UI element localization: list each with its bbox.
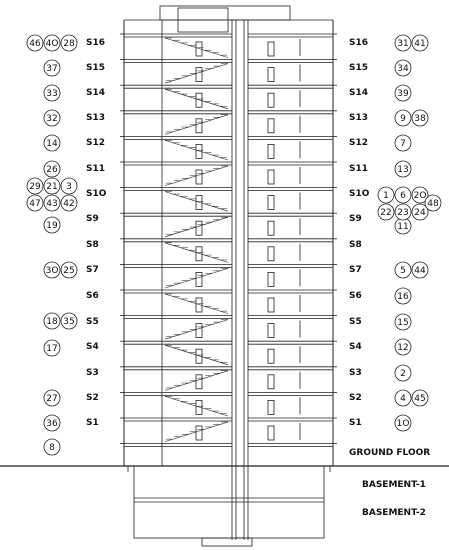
marker-circle <box>44 415 60 431</box>
level-label-left: S6 <box>86 291 99 301</box>
level-label-right: S5 <box>349 317 362 327</box>
marker-number: 32 <box>46 114 58 124</box>
marker-number: 26 <box>46 165 58 175</box>
level-label-right: S1O <box>349 189 370 199</box>
marker-circle <box>425 195 441 211</box>
marker-circle <box>395 60 411 76</box>
level-label-left: S2 <box>86 393 99 403</box>
door-left <box>196 119 202 133</box>
level-label-left: S1 <box>86 418 99 428</box>
marker-circle <box>412 390 428 406</box>
door-right <box>268 93 274 107</box>
level-label-left: S5 <box>86 317 99 327</box>
marker-circle <box>395 314 411 330</box>
marker-number: 37 <box>46 64 58 74</box>
marker-number: 21 <box>46 182 58 192</box>
marker-number: 23 <box>397 208 409 218</box>
marker-circle <box>44 135 60 151</box>
marker-circle <box>44 217 60 233</box>
marker-number: 29 <box>29 182 41 192</box>
basement-1-label: BASEMENT-1 <box>362 480 426 490</box>
marker-number: 2 <box>400 369 406 379</box>
marker-number: 3 <box>66 182 72 192</box>
stair-flights <box>165 38 228 442</box>
marker-circle <box>44 262 60 278</box>
marker-circle <box>395 187 411 203</box>
door-right <box>268 400 274 414</box>
basement-2-label: BASEMENT-2 <box>362 508 426 518</box>
door-right <box>268 298 274 312</box>
level-label-right: S3 <box>349 368 362 378</box>
marker-circle <box>395 35 411 51</box>
floor-slabs <box>120 34 337 447</box>
level-label-right: S2 <box>349 393 362 403</box>
marker-number: 4O <box>45 39 59 49</box>
marker-number: 1 <box>383 191 389 201</box>
door-right <box>268 196 274 210</box>
marker-number: 6 <box>400 191 406 201</box>
right-level-labels <box>349 38 370 428</box>
door-right <box>268 426 274 440</box>
marker-number: 45 <box>414 394 426 404</box>
marker-circle <box>395 415 411 431</box>
right-markers <box>378 35 441 431</box>
marker-circle <box>412 35 428 51</box>
level-label-right: S1 <box>349 418 362 428</box>
marker-circle <box>44 390 60 406</box>
door-right <box>268 170 274 184</box>
marker-number: 43 <box>46 199 58 209</box>
marker-circle <box>44 85 60 101</box>
marker-number: 41 <box>414 39 426 49</box>
marker-number: 3O <box>45 266 59 276</box>
door-right <box>268 349 274 363</box>
level-label-right: S6 <box>349 291 362 301</box>
marker-number: 27 <box>46 394 58 404</box>
level-label-right: S7 <box>349 265 362 275</box>
marker-circle <box>61 178 77 194</box>
marker-number: 11 <box>397 222 409 232</box>
level-label-left: S1O <box>86 189 107 199</box>
marker-number: 35 <box>63 317 75 327</box>
level-label-right: S15 <box>349 63 369 73</box>
marker-number: 25 <box>63 266 75 276</box>
door-right <box>268 375 274 389</box>
foundation-pit <box>202 538 252 546</box>
marker-circle <box>27 35 43 51</box>
marker-number: 28 <box>63 39 75 49</box>
marker-circle <box>395 135 411 151</box>
marker-number: 31 <box>397 39 409 49</box>
marker-number: 12 <box>397 343 409 353</box>
level-label-left: S16 <box>86 38 106 48</box>
marker-number: 47 <box>29 199 41 209</box>
marker-circle <box>395 390 411 406</box>
marker-number: 33 <box>46 89 58 99</box>
marker-circle <box>44 110 60 126</box>
ground-floor-label: GROUND FLOOR <box>349 448 431 458</box>
marker-number: 14 <box>46 139 58 149</box>
door-left <box>196 221 202 235</box>
marker-circle <box>61 262 77 278</box>
marker-circle <box>395 110 411 126</box>
level-label-right: S11 <box>349 164 369 174</box>
level-label-right: S4 <box>349 342 362 352</box>
marker-number: 38 <box>414 114 426 124</box>
marker-circle <box>412 262 428 278</box>
marker-number: 13 <box>397 165 409 175</box>
marker-circle <box>395 161 411 177</box>
marker-circle <box>61 313 77 329</box>
marker-number: 42 <box>63 199 75 209</box>
marker-circle <box>395 288 411 304</box>
marker-number: 1O <box>396 419 410 429</box>
marker-number: 48 <box>427 199 439 209</box>
marker-number: 16 <box>397 292 409 302</box>
marker-number: 18 <box>46 317 58 327</box>
marker-circle <box>44 439 60 455</box>
level-label-right: S12 <box>349 138 369 148</box>
marker-number: 4 <box>400 394 406 404</box>
marker-circle <box>44 60 60 76</box>
marker-number: 17 <box>46 344 58 354</box>
level-label-left: S7 <box>86 265 99 275</box>
marker-number: 22 <box>380 208 392 218</box>
door-right <box>268 324 274 338</box>
door-left <box>196 426 202 440</box>
door-left <box>196 170 202 184</box>
level-label-right: S9 <box>349 214 362 224</box>
marker-circle <box>27 178 43 194</box>
level-label-left: S11 <box>86 164 106 174</box>
level-label-left: S13 <box>86 113 106 123</box>
marker-number: 7 <box>400 139 406 149</box>
marker-circle <box>395 365 411 381</box>
left-level-labels <box>86 38 107 428</box>
marker-number: 46 <box>29 39 41 49</box>
marker-circle <box>378 187 394 203</box>
door-left <box>196 375 202 389</box>
marker-circle <box>44 178 60 194</box>
marker-number: 5 <box>400 266 406 276</box>
door-right <box>268 119 274 133</box>
door-left <box>196 272 202 286</box>
door-right <box>268 68 274 82</box>
marker-circle <box>378 204 394 220</box>
marker-number: 9 <box>400 114 406 124</box>
marker-circle <box>44 313 60 329</box>
door-right <box>268 42 274 56</box>
level-label-right: S16 <box>349 38 369 48</box>
marker-circle <box>44 35 60 51</box>
door-right <box>268 221 274 235</box>
level-label-left: S3 <box>86 368 99 378</box>
door-left <box>196 68 202 82</box>
marker-circle <box>44 195 60 211</box>
marker-circle <box>412 110 428 126</box>
left-markers <box>27 35 77 455</box>
marker-circle <box>61 35 77 51</box>
marker-circle <box>395 204 411 220</box>
marker-number: 44 <box>414 266 426 276</box>
marker-circle <box>44 340 60 356</box>
marker-number: 2O <box>413 191 427 201</box>
door-right <box>268 247 274 261</box>
marker-number: 24 <box>414 208 426 218</box>
door-right <box>268 272 274 286</box>
level-label-right: S14 <box>349 88 369 98</box>
marker-circle <box>27 195 43 211</box>
marker-number: 19 <box>46 221 58 231</box>
marker-circle <box>395 339 411 355</box>
level-label-left: S8 <box>86 240 99 250</box>
level-label-left: S9 <box>86 214 99 224</box>
marker-number: 39 <box>397 89 409 99</box>
level-label-left: S4 <box>86 342 99 352</box>
door-left <box>196 324 202 338</box>
marker-number: 36 <box>46 419 58 429</box>
level-label-right: S13 <box>349 113 369 123</box>
level-label-right: S8 <box>349 240 362 250</box>
door-right <box>268 144 274 158</box>
level-label-left: S12 <box>86 138 106 148</box>
marker-circle <box>61 195 77 211</box>
marker-number: 15 <box>397 318 409 328</box>
level-label-left: S15 <box>86 63 106 73</box>
marker-circle <box>44 161 60 177</box>
marker-circle <box>395 85 411 101</box>
marker-number: 8 <box>49 443 55 453</box>
marker-circle <box>395 262 411 278</box>
level-label-left: S14 <box>86 88 106 98</box>
marker-number: 34 <box>397 64 409 74</box>
